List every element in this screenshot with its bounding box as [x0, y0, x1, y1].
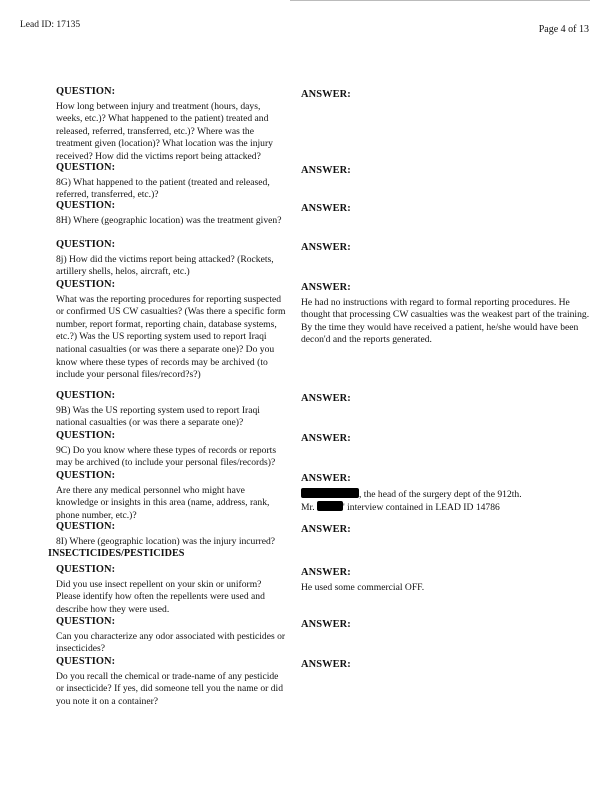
page-number: Page 4 of 13: [538, 24, 589, 35]
answer-block: [301, 162, 591, 180]
question-label: QUESTION:: [56, 656, 116, 667]
question-block: [56, 239, 288, 279]
answer-label: ANSWER:: [301, 282, 351, 293]
question-block: [56, 430, 288, 470]
answer-label: ANSWER:: [301, 203, 351, 214]
answer-label: ANSWER:: [301, 393, 351, 404]
question-text: 8j) How did the victims report being attacked? (Rockets, artillery shells, helos, aircraft, etc.): [56, 253, 274, 278]
answer-label: ANSWER:: [301, 619, 351, 630]
answer-block: [301, 616, 591, 634]
question-block: [56, 86, 288, 164]
question-block: [56, 616, 288, 656]
answer-text-line2: ' interview contained in LEAD ID 14786: [343, 502, 500, 514]
question-label: QUESTION:: [56, 200, 116, 211]
question-text: What was the reporting procedures for reporting suspected or confirmed US CW casualties? (Was there a specific form number, report format, reporting chain, database systems, etc.?) Was the US reporting system used to report Iraqi national casualties (or was there a separate one)? Do you know where these types of records may be archived (to include your personal files/record?s?): [56, 293, 286, 381]
question-label: QUESTION:: [56, 239, 116, 250]
answer-label: ANSWER:: [301, 433, 351, 444]
question-text: Do you recall the chemical or trade-name of any pesticide or insecticide? If yes, did someone tell you the name or did you note it on a container?: [56, 670, 283, 707]
answer-label: ANSWER:: [301, 165, 351, 176]
question-label: QUESTION:: [56, 279, 116, 290]
answer-block: [301, 564, 591, 594]
answer-block: [301, 390, 591, 408]
question-text: Are there any medical personnel who might have knowledge or insights in this area (name, address, rank, phone number, etc.)?: [56, 484, 270, 521]
question-block: [56, 470, 288, 522]
question-text: How long between injury and treatment (hours, days, weeks, etc.)? What happened to the patient) treated and released, referred, transferred, etc.)? Where was the treatment given (location)? What location was the injury received? How did the victims report being attacked?: [56, 100, 273, 162]
question-text: Did you use insect repellent on your skin or uniform? Please identify how often the repellents were used and describe how they were used.: [56, 578, 265, 615]
question-block: [56, 162, 288, 202]
answer-block: [301, 470, 591, 515]
question-text: 9C) Do you know where these types of records or reports may be archived (to include your personal files/records)?: [56, 444, 277, 469]
question-label: QUESTION:: [56, 86, 116, 97]
top-scan-rule: [290, 0, 590, 3]
question-label: QUESTION:: [56, 430, 116, 441]
question-text: 8H) Where (geographic location) was the treatment given?: [56, 214, 282, 226]
answer-label: ANSWER:: [301, 567, 351, 578]
answer-text: He had no instructions with regard to formal reporting procedures. He thought that processing CW casualties was the weakest part of the training. By the time they would have received a patient, he/she would have been decon'd and the reports generated.: [301, 296, 590, 346]
question-label: QUESTION:: [56, 390, 116, 401]
question-text: 8I) Where (geographic location) was the injury incurred?: [56, 535, 276, 547]
answer-label: ANSWER:: [301, 89, 351, 100]
question-block: [56, 564, 288, 616]
answer-block: [301, 430, 591, 448]
redaction-mark: [301, 488, 359, 498]
answer-label: ANSWER:: [301, 242, 351, 253]
question-block: [56, 390, 288, 430]
question-text: Can you characterize any odor associated with pesticides or insecticides?: [56, 630, 286, 655]
answer-block: [301, 239, 591, 257]
answer-text: He used some commercial OFF.: [301, 581, 425, 593]
answer-block: [301, 279, 591, 347]
redaction-mark: [317, 501, 343, 511]
question-text: 9B) Was the US reporting system used to report Iraqi national casualties (or was there a separate one)?: [56, 404, 260, 429]
answer-block: [301, 656, 591, 674]
section-title: INSECTICIDES/PESTICIDES: [48, 548, 185, 559]
question-label: QUESTION:: [56, 564, 116, 575]
answer-block: [301, 86, 591, 104]
question-block: [56, 656, 288, 708]
answer-label: ANSWER:: [301, 524, 351, 535]
question-label: QUESTION:: [56, 470, 116, 481]
question-label: QUESTION:: [56, 616, 116, 627]
answer-block: [301, 521, 591, 539]
question-block: [56, 521, 288, 548]
answer-label: ANSWER:: [301, 659, 351, 670]
question-block: [56, 279, 288, 382]
answer-label: ANSWER:: [301, 473, 351, 484]
question-block: [56, 200, 288, 227]
answer-text-line1: , the head of the surgery dept of the 912th.: [359, 488, 522, 500]
answer-block: [301, 200, 591, 218]
answer-text-mr: Mr.: [301, 502, 315, 514]
lead-id: Lead ID: 17135: [20, 20, 81, 30]
question-label: QUESTION:: [56, 162, 116, 173]
question-label: QUESTION:: [56, 521, 116, 532]
question-text: 8G) What happened to the patient (treated and released, referred, transferred, etc.)?: [56, 176, 270, 201]
